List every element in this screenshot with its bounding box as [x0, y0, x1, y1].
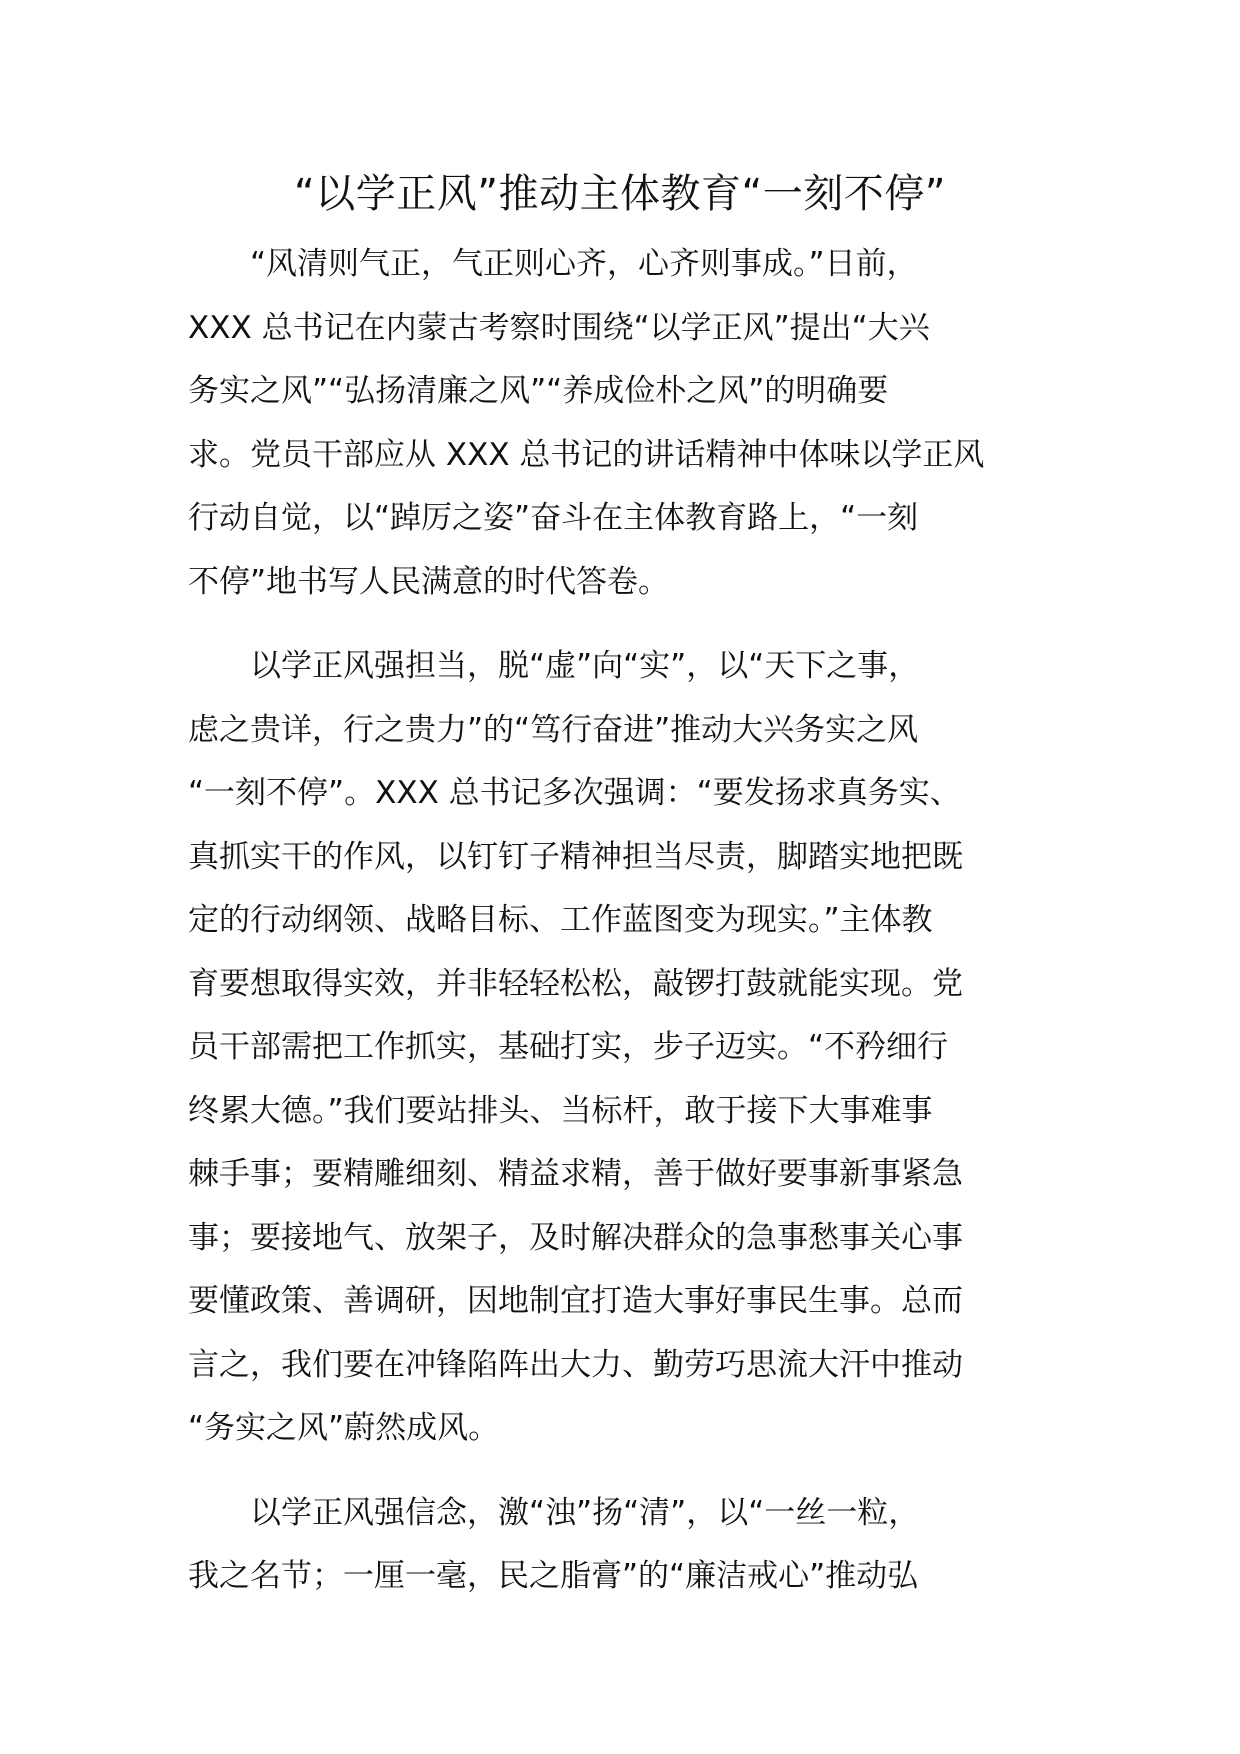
text-line: 真抓实干的作风，以钉钉子精神担当尽责，脚踏实地把既 [188, 838, 963, 875]
paragraph-responsibility [188, 635, 1068, 1461]
text-line: 育要想取得实效，并非轻轻松松，敲锣打鼓就能实现。党 [188, 965, 963, 1002]
paragraph-conviction [188, 1482, 1068, 1609]
text-line: 终累大德。”我们要站排头、当标杆，敢于接下大事难事 [188, 1092, 933, 1129]
text-line: 员干部需把工作抓实，基础打实，步子迈实。“不矜细行 [188, 1029, 949, 1065]
text-line: 求。党员干部应从 XXX 总书记的讲话精神中体味以学正风 [188, 436, 985, 473]
text-line: 言之，我们要在冲锋陷阵出大力、勤劳巧思流大汗中推动 [188, 1346, 963, 1383]
text-line: 行动自觉，以“踔厉之姿”奋斗在主体教育路上，“一刻 [188, 500, 919, 536]
document-body [188, 233, 1068, 1609]
text-line: 以学正风强担当，脱“虚”向“实”，以“天下之事， [188, 648, 920, 684]
text-line: XXX 总书记在内蒙古考察时围绕“以学正风”提出“大兴 [188, 309, 930, 346]
document-title: “以学正风”推动主体教育“一刻不停” [294, 171, 946, 217]
paragraph-gap [188, 614, 1068, 635]
text-line: “务实之风”蔚然成风。 [188, 1410, 500, 1446]
text-line: 以学正风强信念，激“浊”扬“清”，以“一丝一粒， [188, 1494, 920, 1531]
text-line: 棘手事；要精雕细刻、精益求精，善于做好要事新事紧急 [188, 1156, 963, 1192]
paragraph-intro [188, 233, 1068, 614]
text-line: 事；要接地气、放架子，及时解决群众的急事愁事关心事 [188, 1219, 963, 1256]
text-line: “风清则气正，气正则心齐，心齐则事成。”日前， [188, 246, 918, 282]
text-line: 不停”地书写人民满意的时代答卷。 [188, 563, 670, 600]
text-line: 务实之风”“弘扬清廉之风”“养成俭朴之风”的明确要 [188, 373, 889, 409]
text-line: 我之名节；一厘一毫，民之脂膏”的“廉洁戒心”推动弘 [188, 1558, 919, 1594]
text-line: 要懂政策、善调研，因地制宜打造大事好事民生事。总而 [188, 1283, 963, 1319]
text-line: “一刻不停”。XXX 总书记多次强调：“要发扬求真务实、 [188, 775, 961, 811]
paragraph-gap [188, 1461, 1068, 1482]
text-line: 定的行动纲领、战略目标、工作蓝图变为现实。”主体教 [188, 902, 933, 938]
text-line: 虑之贵详，行之贵力”的“笃行奋进”推动大兴务实之风 [188, 711, 919, 748]
